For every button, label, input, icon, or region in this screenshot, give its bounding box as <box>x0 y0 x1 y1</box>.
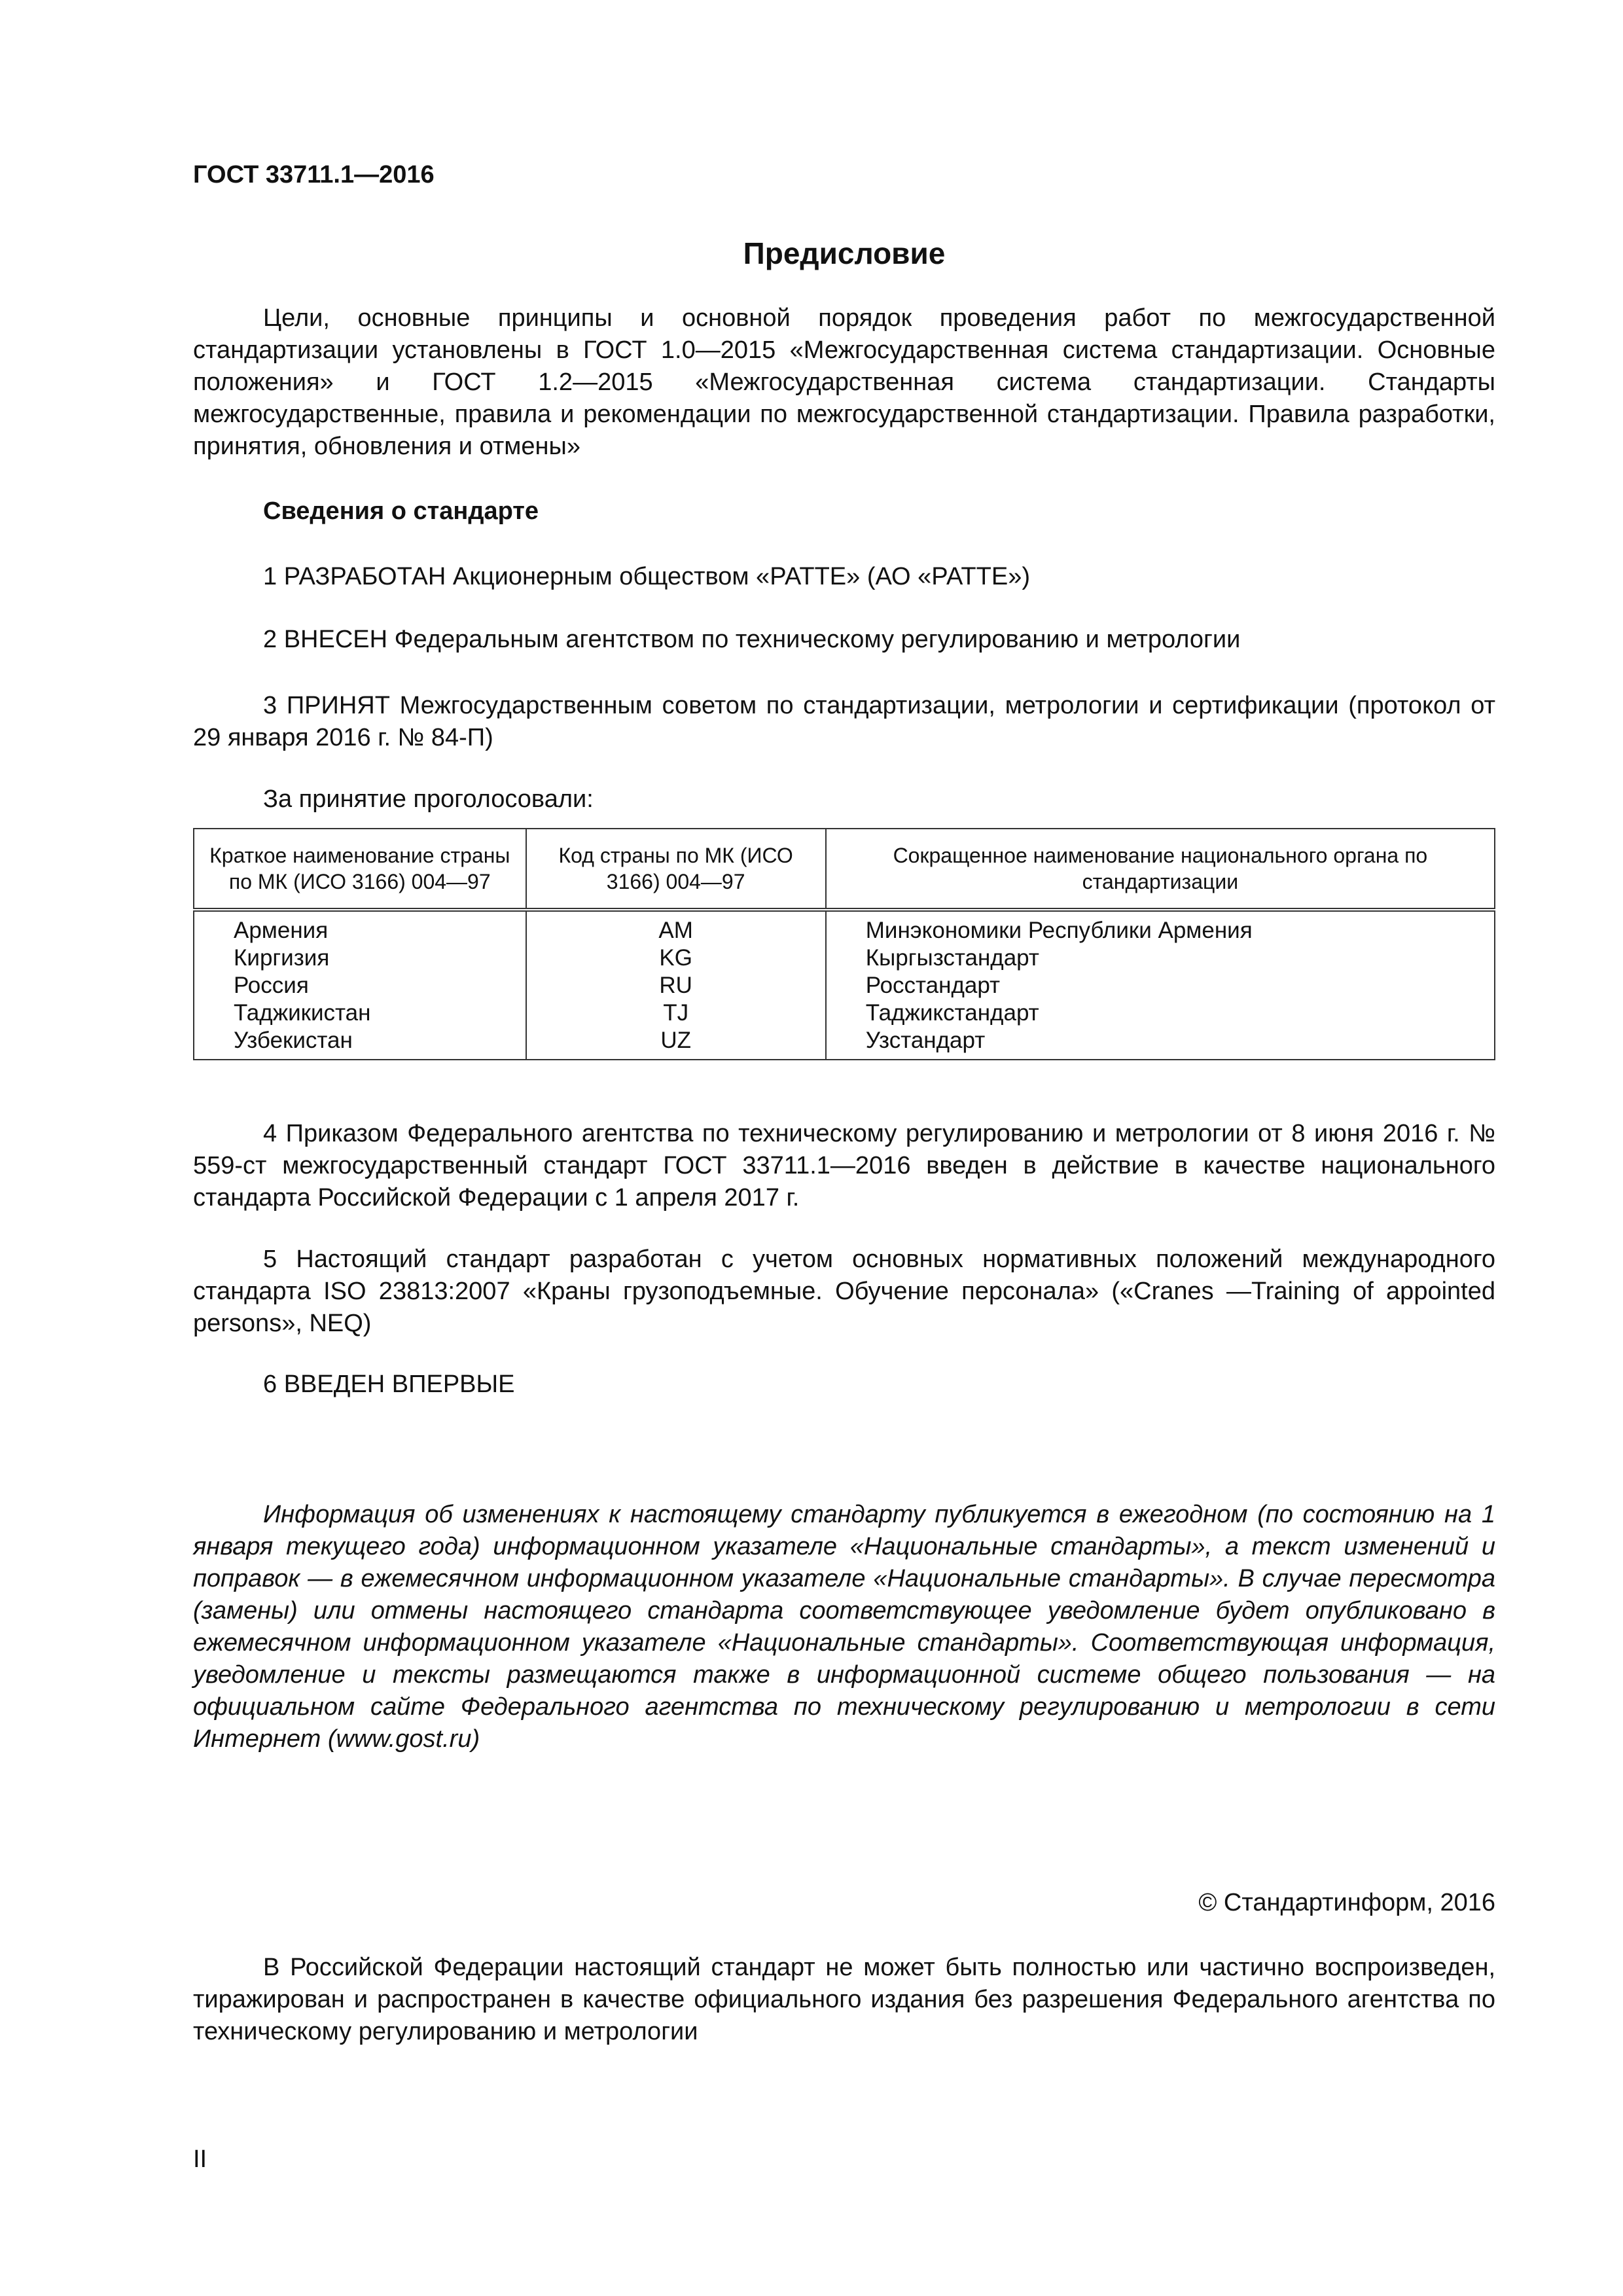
item-5: 5 Настоящий стандарт разработан с учетом основных нормативных положений международного стандарта ISO 23813:2007 «Краны грузоподъемные. Обучение персонала» («Cranes —Training of appointed persons», NEQ) <box>193 1246 1495 1337</box>
amendment-notice: Информация об изменениях к настоящему стандарту публикуется в ежегодном (по состоянию на 1 января текущего года) информационном указателе «Национальные стандарты», а текст изменений и поправок — в ежемесячном информационном указателе «Национальные стандарты». В случае пересмотра (замены) или отмены настоящего стандарта соответствующее уведомление будет опубликовано в ежемесячном информационном указателе «Национальные стандарты». Соответствующая информация, уведомление и тексты размещаются также в информационной системе общего пользования — на официальном сайте Федерального агентства по техническому регулированию и метрологии в сети Интернет (www.gost.ru) <box>193 1501 1495 1753</box>
item-3: 3 ПРИНЯТ Межгосударственным советом по стандартизации, метрологии и сертификации (протокол от 29 января 2016 г. № 84-П) <box>193 692 1495 751</box>
item-4: 4 Приказом Федерального агентства по техническому регулированию и метрологии от 8 июня 2016 г. № 559-ст межгосударственный стандарт ГОСТ 33711.1—2016 введен в действие в качестве национального стандарта Российской Федерации с 1 апреля 2017 г. <box>193 1120 1495 1211</box>
cell-body: Кыргызстандарт <box>865 945 1039 971</box>
page-title: Предисловие <box>743 236 946 270</box>
reproduction-restriction: В Российской Федерации настоящий стандарт не может быть полностью или частично воспроизведен, тиражирован и распространен в качестве официального издания без разрешения Федерального агентства по техническому регулированию и метрологии <box>193 1954 1495 2045</box>
code-column <box>526 910 826 1060</box>
column-header-country: Краткое наименование страны по МК (ИСО 3166) 004—97 <box>194 829 526 910</box>
cell-body: Минэкономики Республики Армения <box>865 918 1253 943</box>
cell-code: AM <box>658 918 693 943</box>
table-header-row <box>194 829 1495 910</box>
cell-code: UZ <box>660 1028 691 1053</box>
voted-label: За принятие проголосовали: <box>263 785 594 813</box>
intro-paragraph: Цели, основные принципы и основной порядок проведения работ по межгосударственной стандартизации установлены в ГОСТ 1.0—2015 «Межгосударственная система стандартизации. Основные положения» и ГОСТ 1.2—2015 «Межгосударственная система стандартизации. Стандарты межгосударственные, правила и рекомендации по межгосударственной стандартизации. Правила разработки, принятия, обновления и отмены» <box>193 304 1495 460</box>
cell-body: Росстандарт <box>865 973 1001 998</box>
cell-country: Киргизия <box>234 945 330 971</box>
item-2: 2 ВНЕСЕН Федеральным агентством по техническому регулированию и метрологии <box>263 626 1241 653</box>
table-row <box>194 910 1495 1060</box>
item-6: 6 ВВЕДЕН ВПЕРВЫЕ <box>263 1371 515 1398</box>
cell-body: Узстандарт <box>865 1028 986 1053</box>
cell-code: RU <box>659 973 692 998</box>
info-heading: Сведения о стандарте <box>263 497 539 525</box>
body-column <box>826 910 1495 1060</box>
member-states-table <box>193 828 1495 1060</box>
cell-body: Таджикстандарт <box>865 1000 1039 1026</box>
cell-country: Узбекистан <box>234 1028 353 1053</box>
cell-country: Россия <box>234 973 309 998</box>
cell-country: Армения <box>234 918 329 943</box>
column-header-body: Сокращенное наименование национального органа по стандартизации <box>826 829 1495 910</box>
copyright-line: © Стандартинформ, 2016 <box>1198 1889 1495 1916</box>
column-header-code: Код страны по МК (ИСО 3166) 004—97 <box>526 829 826 910</box>
item-1: 1 РАЗРАБОТАН Акционерным обществом «РАТТЕ» (АО «РАТТЕ») <box>263 563 1030 590</box>
page-number: II <box>193 2145 207 2173</box>
cell-code: TJ <box>663 1000 689 1026</box>
cell-code: KG <box>659 945 692 971</box>
country-column <box>194 910 526 1060</box>
cell-country: Таджикистан <box>234 1000 371 1026</box>
document-code: ГОСТ 33711.1—2016 <box>193 161 435 188</box>
